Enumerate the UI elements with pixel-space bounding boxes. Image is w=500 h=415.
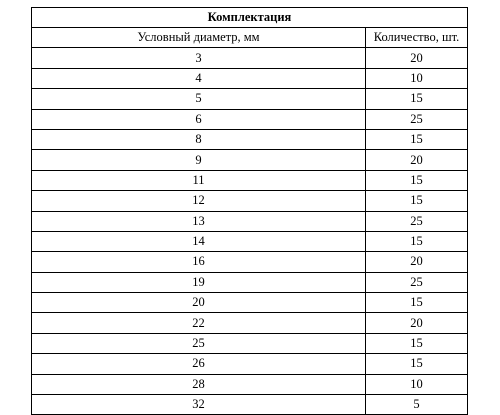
quantity-cell: 25 xyxy=(366,272,468,292)
equipment-table xyxy=(31,7,468,415)
table-row xyxy=(32,48,468,68)
diameter-cell: 32 xyxy=(32,395,366,415)
table-row xyxy=(32,333,468,353)
quantity-cell: 15 xyxy=(366,129,468,149)
column-header-diameter: Условный диаметр, мм xyxy=(32,28,366,48)
table-row xyxy=(32,252,468,272)
table-row xyxy=(32,354,468,374)
diameter-cell: 25 xyxy=(32,333,366,353)
table-row xyxy=(32,109,468,129)
diameter-cell: 20 xyxy=(32,293,366,313)
diameter-cell: 9 xyxy=(32,150,366,170)
quantity-cell: 10 xyxy=(366,68,468,88)
column-header-quantity: Количество, шт. xyxy=(366,28,468,48)
table-row xyxy=(32,89,468,109)
quantity-cell: 15 xyxy=(366,231,468,251)
table-row xyxy=(32,191,468,211)
quantity-cell: 20 xyxy=(366,150,468,170)
table-row xyxy=(32,293,468,313)
quantity-cell: 15 xyxy=(366,333,468,353)
diameter-cell: 16 xyxy=(32,252,366,272)
quantity-cell: 20 xyxy=(366,48,468,68)
quantity-cell: 15 xyxy=(366,89,468,109)
quantity-cell: 25 xyxy=(366,109,468,129)
quantity-cell: 5 xyxy=(366,395,468,415)
quantity-cell: 25 xyxy=(366,211,468,231)
quantity-cell: 15 xyxy=(366,293,468,313)
table-row xyxy=(32,395,468,415)
diameter-cell: 22 xyxy=(32,313,366,333)
diameter-cell: 5 xyxy=(32,89,366,109)
table-row xyxy=(32,211,468,231)
table-row xyxy=(32,129,468,149)
diameter-cell: 6 xyxy=(32,109,366,129)
table-body xyxy=(32,48,468,415)
table-row xyxy=(32,150,468,170)
diameter-cell: 12 xyxy=(32,191,366,211)
diameter-cell: 14 xyxy=(32,231,366,251)
table-row xyxy=(32,272,468,292)
table-row xyxy=(32,68,468,88)
header-row xyxy=(32,28,468,48)
diameter-cell: 11 xyxy=(32,170,366,190)
quantity-cell: 20 xyxy=(366,313,468,333)
diameter-cell: 19 xyxy=(32,272,366,292)
quantity-cell: 10 xyxy=(366,374,468,394)
diameter-cell: 4 xyxy=(32,68,366,88)
table-title: Комплектация xyxy=(32,8,468,28)
quantity-cell: 15 xyxy=(366,354,468,374)
diameter-cell: 13 xyxy=(32,211,366,231)
diameter-cell: 3 xyxy=(32,48,366,68)
table-row xyxy=(32,231,468,251)
quantity-cell: 15 xyxy=(366,191,468,211)
title-row xyxy=(32,8,468,28)
quantity-cell: 15 xyxy=(366,170,468,190)
table-row xyxy=(32,374,468,394)
diameter-cell: 28 xyxy=(32,374,366,394)
quantity-cell: 20 xyxy=(366,252,468,272)
diameter-cell: 26 xyxy=(32,354,366,374)
table-row xyxy=(32,313,468,333)
table-row xyxy=(32,170,468,190)
diameter-cell: 8 xyxy=(32,129,366,149)
